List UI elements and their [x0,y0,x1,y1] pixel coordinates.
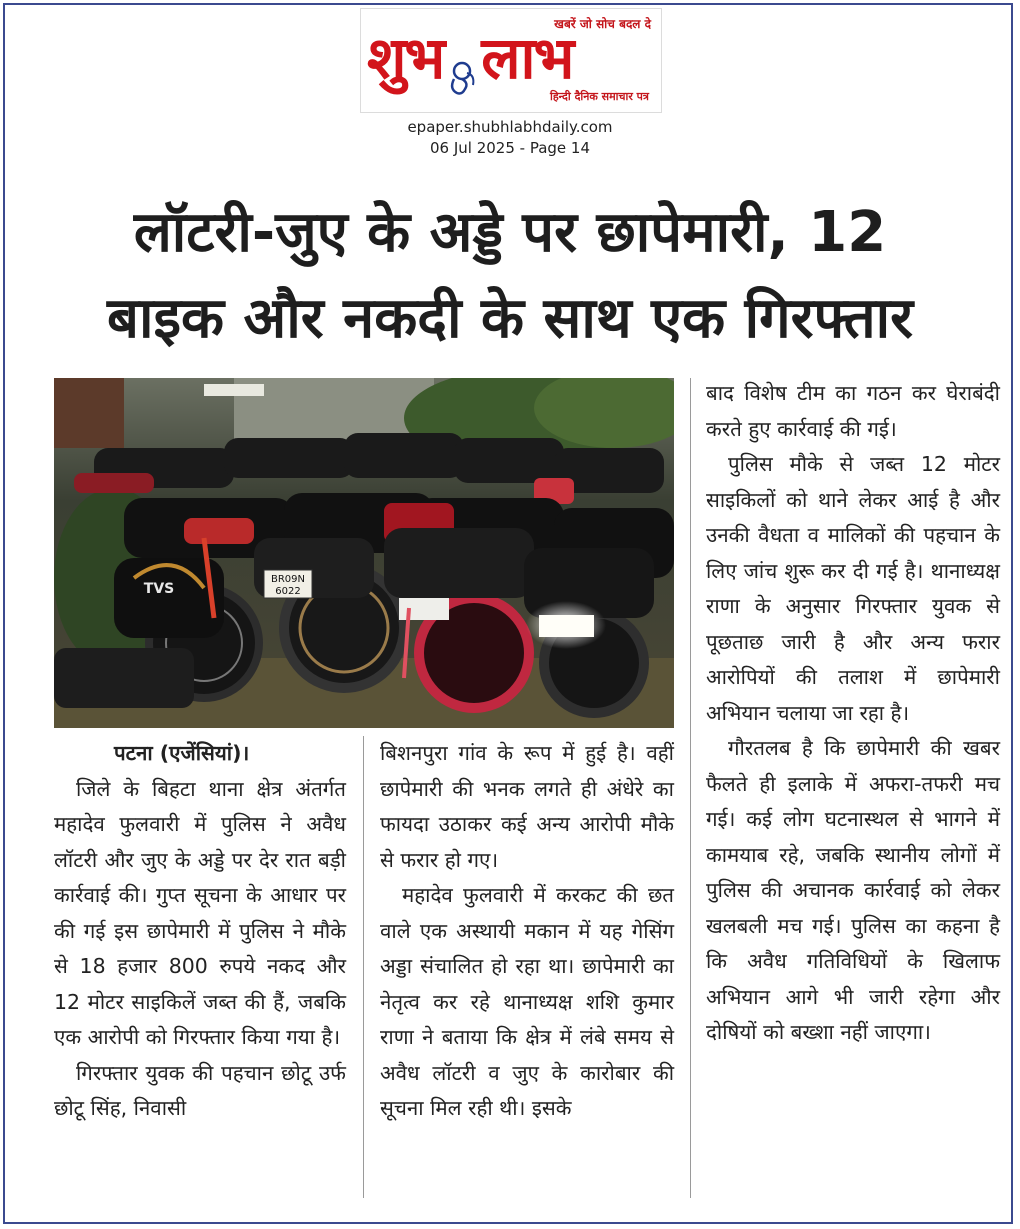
photo-plate-2: 6022 [275,586,301,597]
article-column-2 [380,736,674,1127]
article-column-1 [54,736,346,1127]
column-1-paragraph-1: जिले के बिहटा थाना क्षेत्र अंतर्गत महादेव फुलवारी में पुलिस ने अवैध लॉटरी और जुए के अड्डे पर देर रात बड़ी कार्रवाई की। गुप्त सूचना के आधार पर की गई इस छापेमारी में पुलिस ने मौके से 18 हजार 800 रुपये नकद और 12 मोटर साइकिलें जब्त की हैं, जबकि एक आरोपी को गिरफ्तार किया गया है। [54,776,346,1049]
article-dateline: पटना (एजेंसियां)। [114,741,250,765]
column-2-paragraph-1: बिशनपुरा गांव के रूप में हुई है। वहीं छापेमारी की भनक लगते ही अंधेरे का फायदा उठाकर कई अन्य आरोपी मौके से फरार हो गए। [380,741,674,872]
photo-plate-1: BR09N [270,574,306,585]
article-photo [54,378,674,728]
column-divider-1 [363,736,364,1198]
photo-brand-label: TVS [143,581,175,597]
headline-line-2: बाइक और नकदी के साथ एक गिरफ्तार [106,286,914,351]
column-2-paragraph-2: महादेव फुलवारी में करकट की छत वाले एक अस्थायी मकान में यह गेसिंग अड्डा संचालित हो रहा था। छापेमारी का नेतृत्व कर रहे थानाध्यक्ष शशि कुमार राणा ने बताया कि क्षेत्र में लंबे समय से अवैध लॉटरी व जुए के कारोबार की सूचना मिल रही थी। इसके [380,883,674,1120]
article-column-3 [706,376,1000,1051]
column-1-paragraph-2: गिरफ्तार युवक की पहचान छोटू उर्फ छोटू सिंह, निवासी [54,1060,346,1120]
logo-text-right: लाभ [481,24,573,92]
column-3-paragraph-1: बाद विशेष टीम का गठन कर घेराबंदी करते हुए कार्रवाई की गई। [706,381,1000,441]
masthead-subtitle: हिन्दी दैनिक समाचार पत्र [549,90,649,103]
column-3-paragraph-3: गौरतलब है कि छापेमारी की खबर फैलते ही इलाके में अफरा-तफरी मच गई। कई लोग घटनास्थल से भागने में कामयाब रहे, जबकि स्थानीय लोगों में पुलिस की अचानक कार्रवाई को लेकर खलबली मच गई। पुलिस का कहना है कि अवैध गतिविधियों के खिलाफ अभियान आगे भी जारी रहेगा और दोषियों को बख्शा नहीं जाएगा। [706,736,1000,1044]
logo-text-left: शुभ [367,24,444,92]
source-date-page: 06 Jul 2025 - Page 14 [429,139,590,157]
source-url: epaper.shubhlabhdaily.com [407,118,613,136]
headline-line-1: लॉटरी-जुए के अड्डे पर छापेमारी, 12 [133,200,887,265]
masthead-tagline: खबरें जो सोच बदल दे [554,17,651,31]
masthead-logo [367,23,572,93]
ganesha-emblem-icon [445,42,479,82]
article-headline [40,190,980,362]
column-3-paragraph-2: पुलिस मौके से जब्त 12 मोटर साइकिलों को थाने लेकर आई है और उनकी वैधता व मालिकों की पहचान के लिए जांच शुरू कर दी गई है। थानाध्यक्ष राणा के अनुसार गिरफ्तार युवक से पूछताछ जारी है और अन्य फरार आरोपियों की तलाश में छापेमारी अभियान चलाया जा रहा है। [706,452,1000,725]
masthead-logo-box [360,8,662,113]
column-divider-2 [690,378,691,1198]
